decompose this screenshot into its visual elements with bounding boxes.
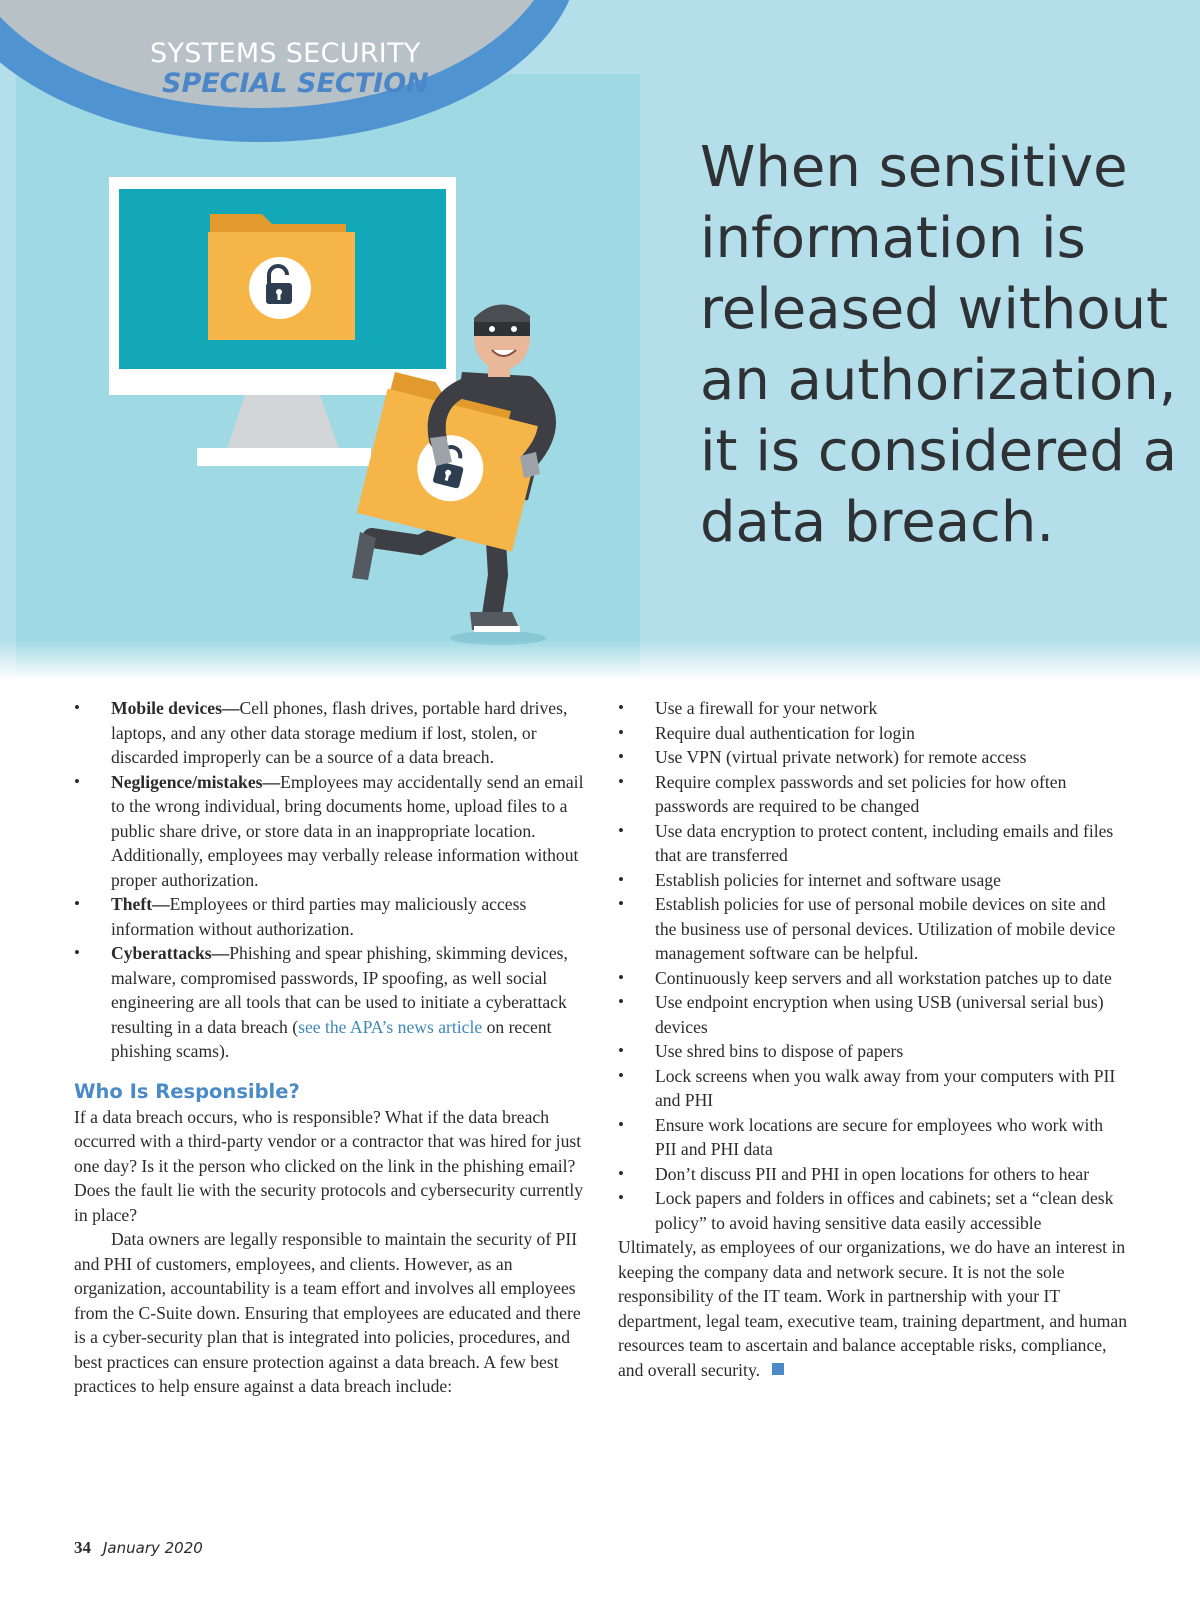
list-item: • Use shred bins to dispose of papers bbox=[618, 1039, 1128, 1064]
bullet-text: Phishing and spear phishing, skimming devices, malware, compromised passwords, IP spoofing, as well social engineering are all tools that can be used to initiate a cyberattack resulting in a data breach ( bbox=[111, 943, 568, 1037]
right-column bbox=[618, 696, 1128, 1382]
section-sublabel: SPECIAL SECTION bbox=[162, 68, 429, 99]
bullet-term: Theft— bbox=[111, 894, 170, 914]
list-item: • Establish policies for use of personal mobile devices on site and the business use of personal devices. Utilization of mobile device management software can be helpful. bbox=[618, 892, 1128, 966]
breach-causes-list bbox=[74, 696, 584, 1064]
body-paragraph: If a data breach occurs, who is responsible? What if the data breach occurred with a third-party vendor or a contractor that was hired for just one day? Is it the person who clicked on the link in the phishing email? Does the fault lie with the security protocols and cybersecurity currently in place? bbox=[74, 1106, 584, 1225]
issue-date: January 2020 bbox=[103, 1539, 203, 1557]
list-item: • Lock papers and folders in offices and cabinets; set a “clean desk policy” to avoid having sensitive data easily accessible bbox=[618, 1186, 1128, 1235]
hero-banner bbox=[0, 0, 1200, 680]
list-item bbox=[74, 941, 584, 1064]
list-item: • Continuously keep servers and all workstation patches up to date bbox=[618, 966, 1128, 991]
page-footer bbox=[74, 1538, 203, 1558]
closing-text: Ultimately, as employees of our organizations, we do have an interest in keeping the company data and network secure. It is not the sole responsibility of the IT team. Work in partnership with your IT department, legal team, executive team, training department, and human resources team to ascertain and balance acceptable risks, compliance, and overall security. bbox=[618, 1237, 1128, 1380]
headline: When sensitive information is released without an authorization, it is considered a data breach. bbox=[700, 135, 1178, 555]
list-item: • Use VPN (virtual private network) for remote access bbox=[618, 745, 1128, 770]
bullet-text: Employees or third parties may maliciously access information without authorization. bbox=[111, 894, 527, 939]
section-subhead: Who Is Responsible? bbox=[74, 1079, 300, 1103]
list-item: • Lock screens when you walk away from your computers with PII and PHI bbox=[618, 1064, 1128, 1113]
list-item: • Don’t discuss PII and PHI in open locations for others to hear bbox=[618, 1162, 1128, 1187]
list-item: • Ensure work locations are secure for employees who work with PII and PHI data bbox=[618, 1113, 1128, 1162]
bullet-term: Mobile devices— bbox=[111, 698, 240, 718]
bullet-term: Negligence/mistakes— bbox=[111, 771, 281, 792]
body-paragraph: Data owners are legally responsible to maintain the security of PII and PHI of customers, employees, and clients. However, as an organization, accountability is a team effort and involves all employees from the C-Suite down. Ensuring that employees are educated and there is a cyber-security plan that is integrated into policies, procedures, and best practices can ensure protection against a data breach. A few best practices to help ensure against a data breach include: bbox=[74, 1229, 581, 1396]
left-column bbox=[74, 696, 584, 1399]
list-item: • Use data encryption to protect content, including emails and files that are transferred bbox=[618, 819, 1128, 868]
bullet-term: Cyberattacks— bbox=[111, 943, 230, 963]
folder-icon bbox=[208, 214, 355, 340]
best-practices-list bbox=[618, 696, 1128, 1235]
list-item bbox=[74, 696, 584, 770]
section-label: SYSTEMS SECURITY bbox=[150, 38, 421, 69]
list-item bbox=[74, 892, 584, 941]
bullet-text: Cell phones, flash drives, portable hard drives, laptops, and any other data storage medium if lost, stolen, or discarded improperly can be a source of a data breach. bbox=[111, 698, 568, 767]
bullet-text-after: on recent phishing scams). bbox=[111, 1016, 552, 1061]
page-number: 34 bbox=[74, 1538, 91, 1557]
list-item: • Use endpoint encryption when using USB (universal serial bus) devices bbox=[618, 990, 1128, 1039]
end-of-article-mark bbox=[772, 1363, 784, 1375]
closing-paragraph bbox=[618, 1235, 1128, 1382]
list-item: • Establish policies for internet and software usage bbox=[618, 868, 1128, 893]
apa-news-article-link[interactable]: see the APA’s news article bbox=[298, 1016, 483, 1037]
list-item bbox=[74, 770, 584, 893]
hero-fade bbox=[0, 640, 1200, 680]
list-item: • Use a firewall for your network bbox=[618, 696, 1128, 721]
bullet-text: Employees may accidentally send an email to the wrong individual, bring documents home, upload files to a public share drive, or store data in an inappropriate location. Additionally, employees may verbally release information without proper authorization. bbox=[111, 771, 584, 890]
data-breach-illustration bbox=[0, 0, 660, 680]
list-item: • Require complex passwords and set policies for how often passwords are required to be changed bbox=[618, 770, 1128, 819]
list-item: • Require dual authentication for login bbox=[618, 721, 1128, 746]
